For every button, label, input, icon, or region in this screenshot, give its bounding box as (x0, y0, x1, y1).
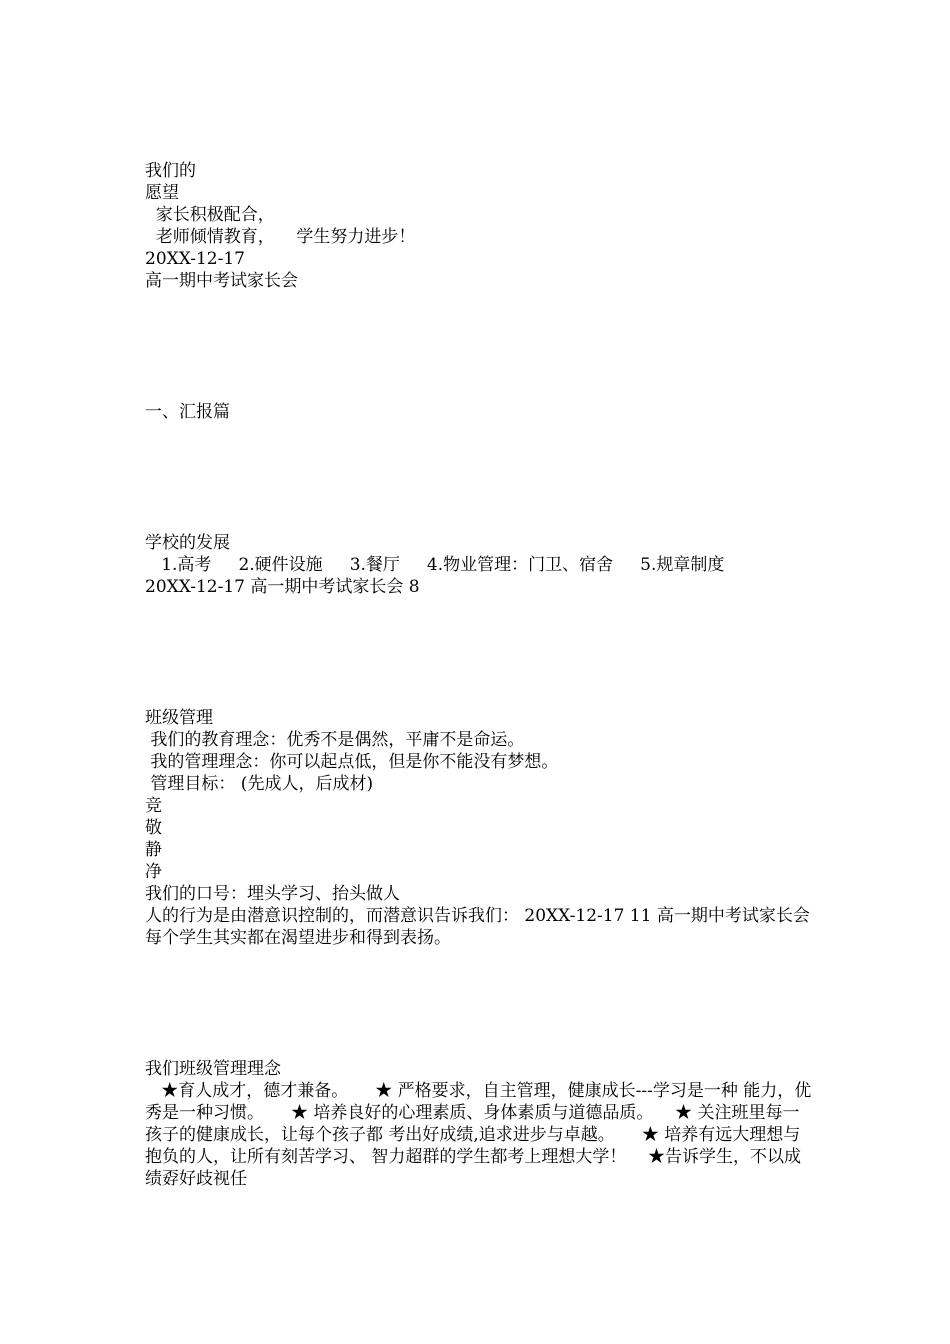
class-mgmt-char-1: 竞 (145, 796, 162, 816)
cover-event: 高一期中考试家长会 (145, 271, 298, 291)
cover-line-3: 家长积极配合， (145, 205, 275, 225)
class-mgmt-slogan: 我们的口号：埋头学习、抬头做人 (145, 884, 400, 904)
cover-date: 20XX-12-17 (145, 249, 245, 269)
school-footer: 20XX-12-17 高一期中考试家长会 8 (145, 577, 420, 597)
class-mgmt-char-2: 敬 (145, 818, 162, 838)
school-title: 学校的发展 (145, 533, 230, 553)
class-mgmt-paragraph: 人的行为是由潜意识控制的，而潜意识告诉我们： 20XX-12-17 11 高一期中考试家长会 每个学生其实都在渴望进步和得到表扬。 (145, 906, 816, 948)
class-mgmt-line-1: 我们的教育理念：优秀不是偶然，平庸不是命运。 (145, 730, 525, 750)
school-items: 1.高考 2.硬件设施 3.餐厅 4.物业管理：门卫、宿舍 5.规章制度 (145, 555, 725, 575)
class-mgmt-char-3: 静 (145, 840, 162, 860)
philosophy-paragraph: ★育人成才，德才兼备。 ★ 严格要求，自主管理，健康成长---学习是一种 能力，优秀是一种习惯。 ★ 培养良好的心理素质、身体素质与道德品质。 ★ 关注班里每一孩子的健康成长，让每个孩子都 考出好成绩,追求进步与卓越。 ★ 培养有远大理想与抱负的人，让所有刻苦学习、 智力超群的学生都考上理想大学！ ★告诉学生，不以成绩孬好歧视任 (145, 1081, 812, 1189)
cover-line-1: 我们的 (145, 161, 196, 181)
cover-line-2: 愿望 (145, 183, 179, 203)
cover-line-4: 老师倾情教育， 学生努力进步！ (145, 227, 416, 247)
philosophy-title: 我们班级管理理念 (145, 1059, 281, 1079)
class-mgmt-char-4: 净 (145, 862, 162, 882)
class-mgmt-line-2: 我的管理理念：你可以起点低，但是你不能没有梦想。 (145, 752, 559, 772)
section-1-title: 一、汇报篇 (145, 402, 230, 422)
class-mgmt-line-3: 管理目标： (先成人，后成材) (145, 774, 374, 794)
class-mgmt-title: 班级管理 (145, 708, 213, 728)
